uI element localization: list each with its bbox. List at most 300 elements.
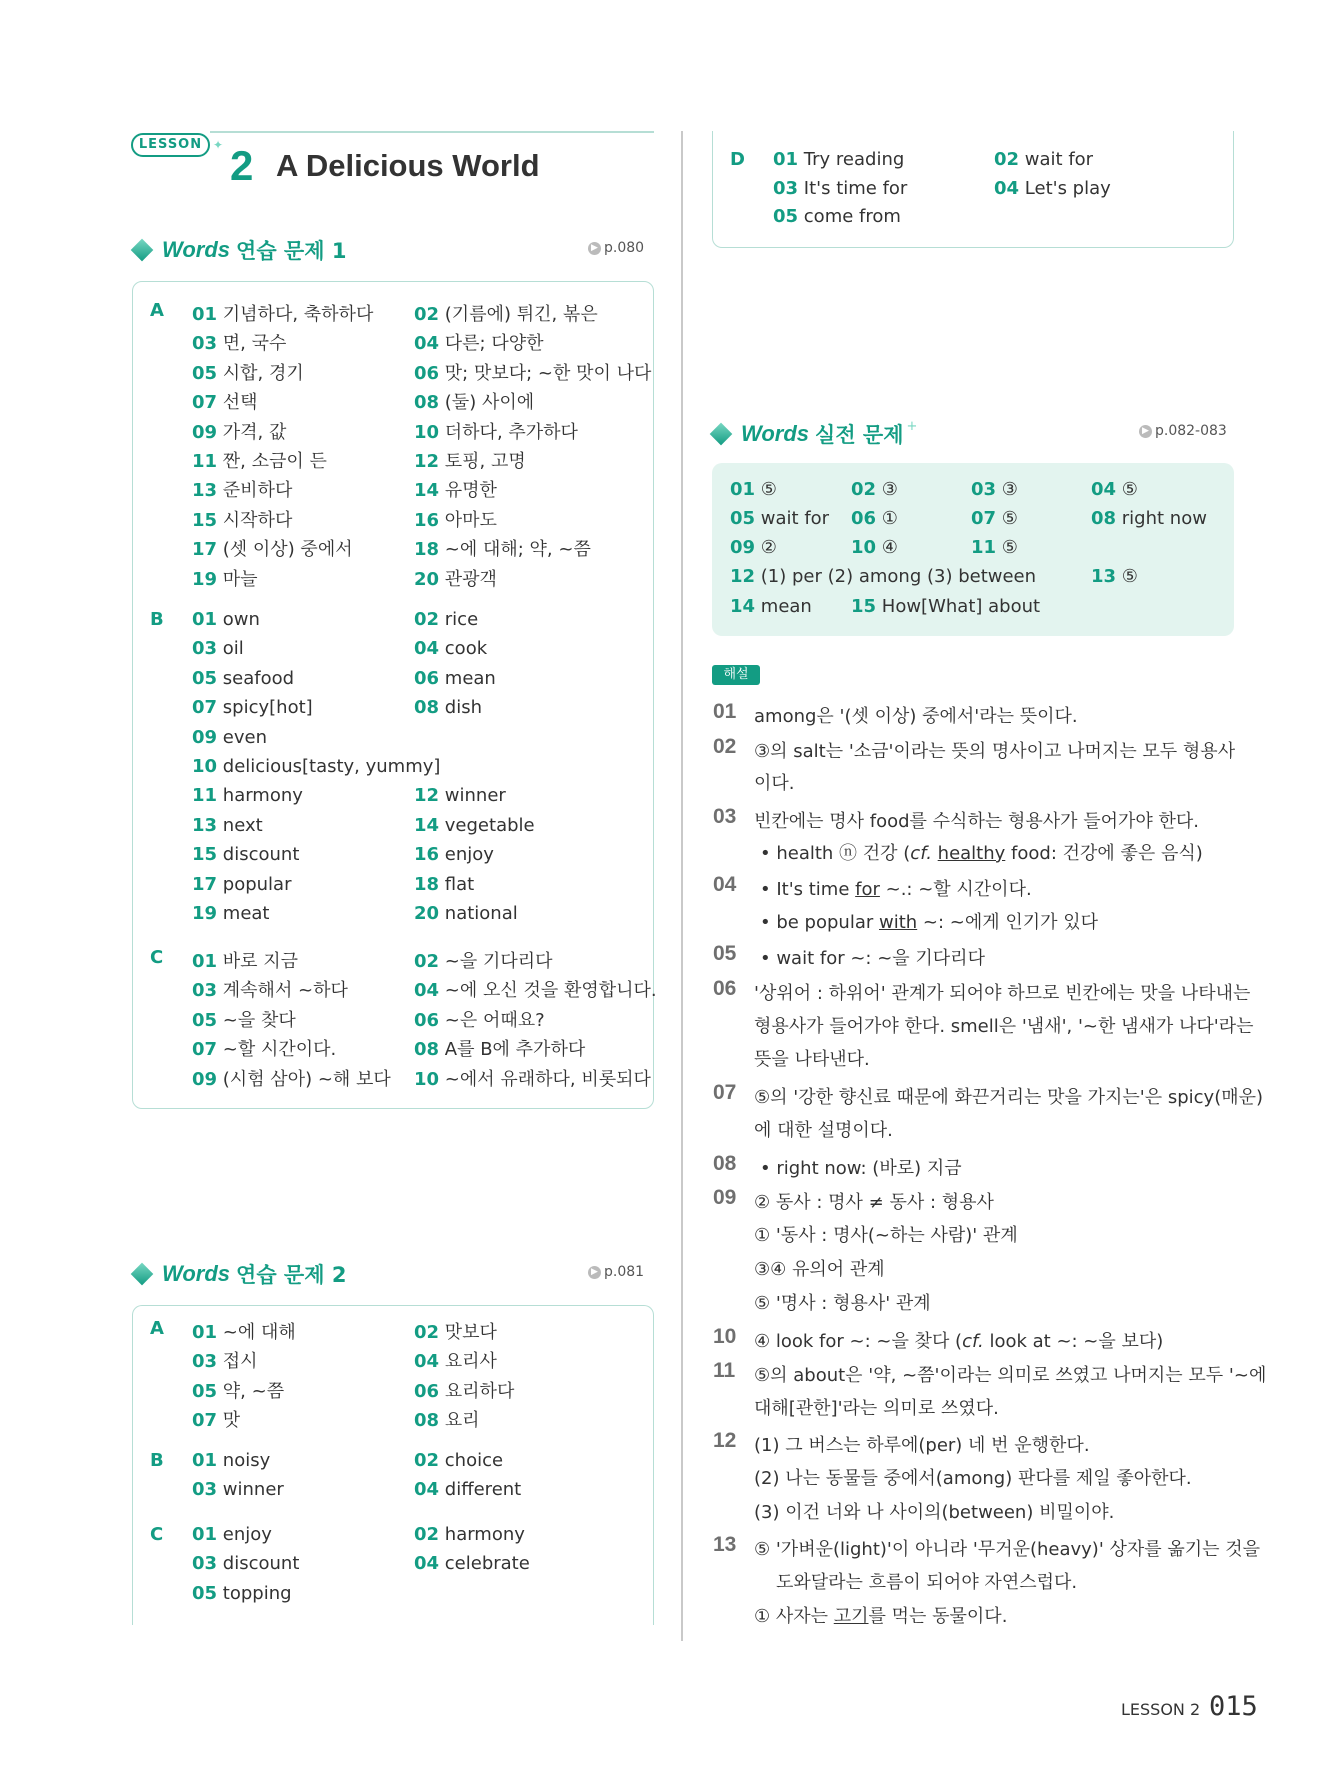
explain-number: 02	[713, 735, 737, 758]
explain-line: ③의 salt는 '소금'이라는 뜻의 명사이고 나머지는 모두 형용사	[754, 741, 1236, 762]
answer-item	[192, 1524, 272, 1545]
item-text: own	[217, 609, 260, 630]
explain-line: 빈칸에는 명사 food를 수식하는 형용사가 들어가야 한다.	[754, 811, 1199, 832]
explain-line: • It's time for ~.: ~할 시간이다.	[760, 879, 1032, 900]
item-text: even	[217, 726, 267, 748]
item-text: rice	[439, 609, 479, 630]
explanation-badge: 해설	[712, 665, 760, 685]
item-text: 준비하다	[217, 480, 293, 502]
item-text: ~을 기다리다	[439, 951, 553, 972]
explain-line: • wait for ~: ~을 기다리다	[760, 948, 985, 969]
answer-item	[414, 609, 478, 630]
item-number: 04	[414, 333, 440, 355]
item-text: 시작하다	[217, 509, 293, 531]
explain-line: ⑤의 '강한 향신료 때문에 화끈거리는 맛을 가지는'은 spicy(매운)	[754, 1087, 1264, 1108]
answer-item	[414, 359, 651, 385]
answer-item	[414, 1318, 497, 1344]
answer-key-item	[730, 479, 777, 500]
item-number: 01	[192, 1450, 218, 1471]
item-text: 요리하다	[439, 1380, 515, 1402]
item-number: 04	[414, 1479, 440, 1501]
explain-line: 이다.	[754, 773, 795, 794]
explain-line: 도와달라는 흐름이 되어야 자연스럽다.	[776, 1572, 1078, 1593]
item-text: 접시	[217, 1351, 258, 1373]
item-number: 15	[192, 844, 218, 866]
answer-item	[414, 1377, 514, 1403]
item-number: 09	[192, 726, 218, 748]
explain-line: • health ⓝ 건강 (cf. healthy food: 건강에 좋은 음식)	[760, 843, 1203, 864]
item-text: winner	[217, 1479, 284, 1501]
item-text: ③	[876, 479, 898, 500]
item-text: Try reading	[798, 149, 905, 170]
item-number: 10	[192, 756, 218, 777]
answer-item	[192, 1065, 391, 1091]
explain-number: 10	[713, 1325, 737, 1348]
item-number: 11	[192, 785, 218, 807]
item-text: spicy[hot]	[217, 697, 313, 719]
answer-key-item	[971, 508, 1018, 529]
answer-key-item	[1091, 508, 1207, 529]
explain-number: 05	[713, 942, 737, 965]
item-text: A를 B에 추가하다	[439, 1039, 586, 1061]
answer-item	[192, 1318, 296, 1344]
answer-item	[414, 418, 578, 444]
answer-item	[414, 697, 482, 718]
item-number: 01	[773, 149, 799, 170]
play-arrow-icon: ▶	[588, 1266, 601, 1279]
answer-item	[192, 1406, 240, 1432]
answer-item	[414, 1524, 525, 1545]
item-number: 05	[773, 206, 799, 227]
item-number: 03	[192, 1479, 218, 1501]
answer-item	[414, 1035, 585, 1061]
item-text: meat	[217, 903, 270, 924]
answer-item	[773, 149, 904, 170]
item-number: 05	[192, 362, 218, 384]
answer-item	[192, 447, 327, 473]
item-number: 06	[414, 1380, 440, 1402]
answer-item	[192, 535, 353, 561]
item-text: enjoy	[217, 1524, 272, 1545]
item-text: winner	[439, 785, 506, 807]
explain-number: 13	[713, 1533, 737, 1556]
section-letter: B	[150, 609, 164, 630]
item-text: (기름에) 튀긴, 볶은	[439, 304, 598, 325]
explain-line: • be popular with ~: ~에게 인기가 있다	[760, 912, 1099, 933]
answer-key-item	[851, 537, 898, 558]
item-text: It's time for	[798, 177, 908, 199]
item-number: 04	[414, 638, 440, 660]
item-text: vegetable	[439, 814, 535, 836]
item-text: (1) per (2) among (3) between	[755, 566, 1037, 587]
item-number: 07	[192, 392, 218, 414]
item-number: 08	[414, 1039, 440, 1061]
item-number: 17	[192, 539, 218, 561]
item-text: ~에 대해; 약, ~쯤	[439, 539, 591, 561]
column-divider	[681, 131, 683, 1641]
item-text: harmony	[439, 1524, 525, 1545]
item-number: 09	[192, 421, 218, 443]
section-letter: A	[150, 1318, 164, 1339]
item-text: ④	[876, 537, 898, 558]
item-text: topping	[217, 1582, 292, 1604]
answer-item	[414, 638, 487, 659]
explain-line: ③④ 유의어 관계	[754, 1259, 885, 1280]
item-text: (셋 이상) 중에서	[217, 539, 353, 561]
answer-key-item	[730, 596, 812, 617]
item-text: celebrate	[439, 1553, 530, 1575]
sparkle-icon: ✦	[213, 138, 224, 152]
item-text: wait for	[755, 508, 830, 529]
answer-item	[414, 874, 474, 895]
item-number: 10	[414, 421, 440, 443]
item-text: 유명한	[439, 480, 497, 502]
item-number: 13	[1091, 566, 1117, 587]
item-number: 06	[414, 1009, 440, 1031]
section-words-label: Words	[162, 1261, 231, 1286]
item-number: 14	[730, 596, 756, 617]
answer-item	[773, 178, 907, 199]
explain-line: (1) 그 버스는 하루에(per) 네 번 운행한다.	[754, 1435, 1090, 1456]
item-text: ⑤	[996, 537, 1018, 558]
item-text: How[What] about	[876, 596, 1041, 617]
section-letter: B	[150, 1450, 164, 1471]
answer-item	[192, 388, 258, 414]
explain-number: 12	[713, 1429, 737, 1452]
item-number: 07	[971, 508, 997, 529]
answer-item	[414, 1347, 497, 1373]
section-title: 연습 문제 1	[236, 239, 347, 263]
answer-item	[192, 976, 348, 1002]
item-number: 02	[414, 304, 440, 325]
item-number: 08	[1091, 508, 1117, 529]
explain-number: 03	[713, 805, 737, 828]
item-text: ②	[755, 537, 777, 558]
item-number: 18	[414, 539, 440, 561]
answer-item	[414, 506, 497, 532]
item-text: cook	[439, 638, 488, 660]
item-number: 03	[192, 980, 218, 1002]
item-number: 01	[192, 1524, 218, 1545]
item-number: 01	[192, 609, 218, 630]
item-number: 04	[414, 1553, 440, 1575]
answer-item	[414, 447, 526, 473]
item-number: 03	[192, 638, 218, 660]
item-number: 07	[192, 1039, 218, 1061]
answer-item	[192, 359, 304, 385]
answer-item	[414, 844, 494, 865]
answer-item	[192, 1006, 296, 1032]
answer-item	[192, 1035, 336, 1061]
footer-lesson-label: LESSON 2	[1121, 1700, 1201, 1719]
answer-item	[414, 947, 553, 973]
answer-key-item	[851, 508, 898, 529]
item-number: 01	[192, 1322, 218, 1343]
item-text: different	[439, 1479, 522, 1501]
item-text: wait for	[1019, 149, 1094, 170]
answer-key-item	[730, 537, 777, 558]
item-number: 05	[192, 667, 218, 689]
header-rule	[210, 131, 654, 133]
item-text: 짠, 소금이 든	[217, 451, 327, 472]
answer-item	[192, 1450, 270, 1471]
item-number: 20	[414, 568, 440, 590]
item-text: ⑤	[1116, 566, 1138, 587]
explain-line: ① 사자는 고기를 먹는 동물이다.	[754, 1606, 1008, 1627]
item-number: 03	[192, 1553, 218, 1575]
explain-line: ⑤ '가벼운(light)'이 아니라 '무거운(heavy)' 상자를 옮기는 것을	[754, 1539, 1261, 1560]
item-text: discount	[217, 1553, 300, 1575]
lesson-badge: LESSON	[131, 133, 210, 157]
answer-item	[414, 476, 497, 502]
item-text: enjoy	[439, 844, 494, 866]
item-number: 09	[192, 1068, 218, 1090]
answer-item	[192, 756, 440, 777]
page-number: 015	[1209, 1691, 1258, 1722]
item-text: mean	[439, 667, 496, 689]
item-number: 09	[730, 537, 756, 558]
item-number: 15	[192, 509, 218, 531]
item-number: 02	[851, 479, 877, 500]
explain-line: (3) 이건 너와 나 사이의(between) 비밀이야.	[754, 1502, 1115, 1523]
item-text: dish	[439, 697, 482, 719]
answer-item	[192, 565, 258, 591]
item-number: 12	[730, 566, 756, 587]
item-number: 04	[994, 177, 1020, 199]
lesson-number: 2	[230, 142, 254, 189]
item-number: 05	[192, 1380, 218, 1402]
item-number: 06	[851, 508, 877, 529]
item-number: 08	[414, 1410, 440, 1432]
explain-line: ② 동사 : 명사 ≠ 동사 : 형용사	[754, 1192, 994, 1213]
page-reference: ▶ p.081	[588, 1264, 644, 1280]
answer-key-item	[971, 479, 1018, 500]
item-number: 02	[414, 1322, 440, 1343]
explain-number: 07	[713, 1081, 737, 1104]
answer-item	[192, 815, 263, 836]
answer-item	[414, 388, 534, 414]
answer-item	[414, 976, 657, 1002]
item-text: 계속해서 ~하다	[217, 980, 348, 1002]
answer-item	[414, 815, 535, 836]
diamond-icon	[710, 423, 733, 446]
item-text: ~을 찾다	[217, 1009, 296, 1031]
explain-line: ① '동사 : 명사(~하는 사람)' 관계	[754, 1225, 1018, 1246]
item-text: 약, ~쯤	[217, 1380, 285, 1402]
answer-item	[773, 206, 901, 227]
explain-line: 대해[관한]'라는 의미로 쓰였다.	[754, 1398, 999, 1419]
answer-item	[414, 1065, 651, 1091]
item-text: next	[217, 814, 263, 836]
item-text: 더하다, 추가하다	[439, 421, 578, 443]
item-number: 03	[192, 1351, 218, 1373]
answer-item	[414, 903, 518, 924]
answer-item	[192, 638, 244, 659]
answer-item	[192, 329, 286, 355]
item-text: 다른; 다양한	[439, 333, 544, 355]
answer-item	[192, 1479, 284, 1500]
item-text: 요리	[439, 1410, 480, 1432]
item-number: 03	[971, 479, 997, 500]
answer-item	[192, 697, 313, 718]
item-text: Let's play	[1019, 177, 1111, 199]
item-number: 16	[414, 844, 440, 866]
section-header-practice-2	[134, 1259, 346, 1289]
item-text: national	[439, 903, 518, 924]
answer-item	[414, 1006, 545, 1032]
item-text: mean	[755, 596, 812, 617]
item-number: 05	[192, 1582, 218, 1604]
answer-item	[192, 300, 373, 326]
item-text: 맛보다	[439, 1322, 497, 1343]
section-letter: D	[730, 149, 745, 170]
answer-item	[414, 785, 506, 806]
explain-number: 11	[713, 1359, 736, 1382]
item-number: 11	[971, 537, 997, 558]
item-text: ⑤	[1116, 479, 1138, 500]
answer-item	[192, 476, 292, 502]
item-text: ~할 시간이다.	[217, 1039, 337, 1061]
diamond-icon	[131, 239, 154, 262]
answer-item	[192, 903, 269, 924]
answer-item	[192, 668, 294, 689]
answer-item	[192, 418, 286, 444]
item-text: harmony	[217, 785, 303, 807]
answer-key-item	[730, 508, 829, 529]
item-number: 14	[414, 480, 440, 502]
item-text: delicious[tasty, yummy]	[217, 756, 441, 777]
item-number: 02	[414, 951, 440, 972]
item-number: 03	[773, 177, 799, 199]
item-text: (시험 삼아) ~해 보다	[217, 1068, 391, 1090]
item-number: 04	[414, 1351, 440, 1373]
item-text: 관광객	[439, 568, 497, 590]
item-text: 기념하다, 축하하다	[217, 304, 374, 325]
item-number: 05	[730, 508, 756, 529]
plus-mark: +	[906, 419, 918, 434]
explain-line: '상위어 : 하위어' 관계가 되어야 하므로 빈칸에는 맛을 나타내는	[754, 983, 1251, 1004]
explain-line: ④ look for ~: ~을 찾다 (cf. look at ~: ~을 보다)	[754, 1331, 1164, 1352]
section-header-practice-1	[134, 235, 346, 265]
answer-item	[192, 506, 292, 532]
item-text: ~에 오신 것을 환영합니다.	[439, 980, 657, 1002]
answer-item	[192, 1583, 292, 1604]
diamond-icon	[131, 1263, 154, 1286]
section-letter: C	[150, 1524, 164, 1545]
lesson-title: A Delicious World	[276, 148, 540, 183]
item-number: 12	[414, 785, 440, 807]
item-text: discount	[217, 844, 300, 866]
answer-key-item	[1091, 479, 1138, 500]
answer-key-item	[1091, 566, 1138, 587]
item-text: right now	[1116, 508, 1207, 529]
answer-item	[414, 1450, 503, 1471]
item-text: seafood	[217, 667, 295, 689]
explain-number: 04	[713, 873, 737, 896]
item-text: choice	[439, 1450, 504, 1471]
item-number: 11	[192, 451, 218, 472]
item-number: 13	[192, 480, 218, 502]
answer-item	[994, 178, 1111, 199]
item-number: 18	[414, 873, 440, 895]
play-arrow-icon: ▶	[1139, 425, 1152, 438]
explain-number: 08	[713, 1152, 737, 1175]
section-title: 실전 문제	[815, 423, 904, 447]
answer-item	[192, 785, 303, 806]
item-text: come from	[798, 206, 901, 227]
item-number: 12	[414, 451, 440, 472]
item-text: 토핑, 고명	[439, 451, 526, 472]
answer-item	[192, 947, 298, 973]
answer-key-item	[851, 479, 898, 500]
item-number: 10	[851, 537, 877, 558]
item-text: 아마도	[439, 509, 497, 531]
answer-item	[414, 1553, 530, 1574]
item-number: 05	[192, 1009, 218, 1031]
item-text: noisy	[217, 1450, 271, 1471]
item-number: 17	[192, 873, 218, 895]
page-reference: ▶ p.080	[588, 240, 644, 256]
answer-key-item	[851, 596, 1040, 617]
explain-line: 에 대한 설명이다.	[754, 1120, 893, 1141]
explain-line: among은 '(셋 이상) 중에서'라는 뜻이다.	[754, 706, 1078, 727]
explain-line: • right now: (바로) 지금	[760, 1158, 962, 1179]
item-number: 13	[192, 814, 218, 836]
page-reference: ▶ p.082-083	[1139, 423, 1227, 439]
item-text: ⑤	[996, 508, 1018, 529]
answer-item	[414, 329, 544, 355]
item-text: popular	[217, 873, 292, 895]
answer-item	[192, 1377, 284, 1403]
answer-item	[414, 1406, 480, 1432]
item-text: 요리사	[439, 1351, 497, 1373]
item-text: ③	[996, 479, 1018, 500]
item-number: 10	[414, 1068, 440, 1090]
item-number: 03	[192, 333, 218, 355]
section-header-real-test	[713, 419, 917, 449]
item-text: 맛; 맛보다; ~한 맛이 나다	[439, 362, 652, 384]
play-arrow-icon: ▶	[588, 242, 601, 255]
item-text: 선택	[217, 392, 258, 414]
item-text: 바로 지금	[217, 951, 299, 972]
answer-item	[414, 1479, 521, 1500]
item-number: 15	[851, 596, 877, 617]
item-number: 02	[414, 609, 440, 630]
item-number: 08	[414, 697, 440, 719]
answer-item	[994, 149, 1093, 170]
section-letter: C	[150, 947, 164, 968]
item-number: 06	[414, 362, 440, 384]
answer-item	[192, 609, 260, 630]
answer-item	[192, 727, 267, 748]
item-number: 07	[192, 697, 218, 719]
answer-key-item	[730, 566, 1036, 587]
item-text: 면, 국수	[217, 333, 287, 355]
item-text: 맛	[217, 1410, 241, 1432]
item-number: 01	[192, 304, 218, 325]
section-letter: A	[150, 300, 164, 321]
answer-item	[414, 565, 497, 591]
answer-item	[192, 1347, 258, 1373]
item-number: 16	[414, 509, 440, 531]
item-number: 07	[192, 1410, 218, 1432]
item-number: 06	[414, 667, 440, 689]
item-text: ①	[876, 508, 898, 529]
explain-number: 06	[713, 977, 737, 1000]
item-text: ~은 어때요?	[439, 1009, 545, 1031]
explain-line: ⑤의 about은 '약, ~쯤'이라는 의미로 쓰였고 나머지는 모두 '~에	[754, 1365, 1267, 1386]
item-text: (둘) 사이에	[439, 392, 535, 414]
